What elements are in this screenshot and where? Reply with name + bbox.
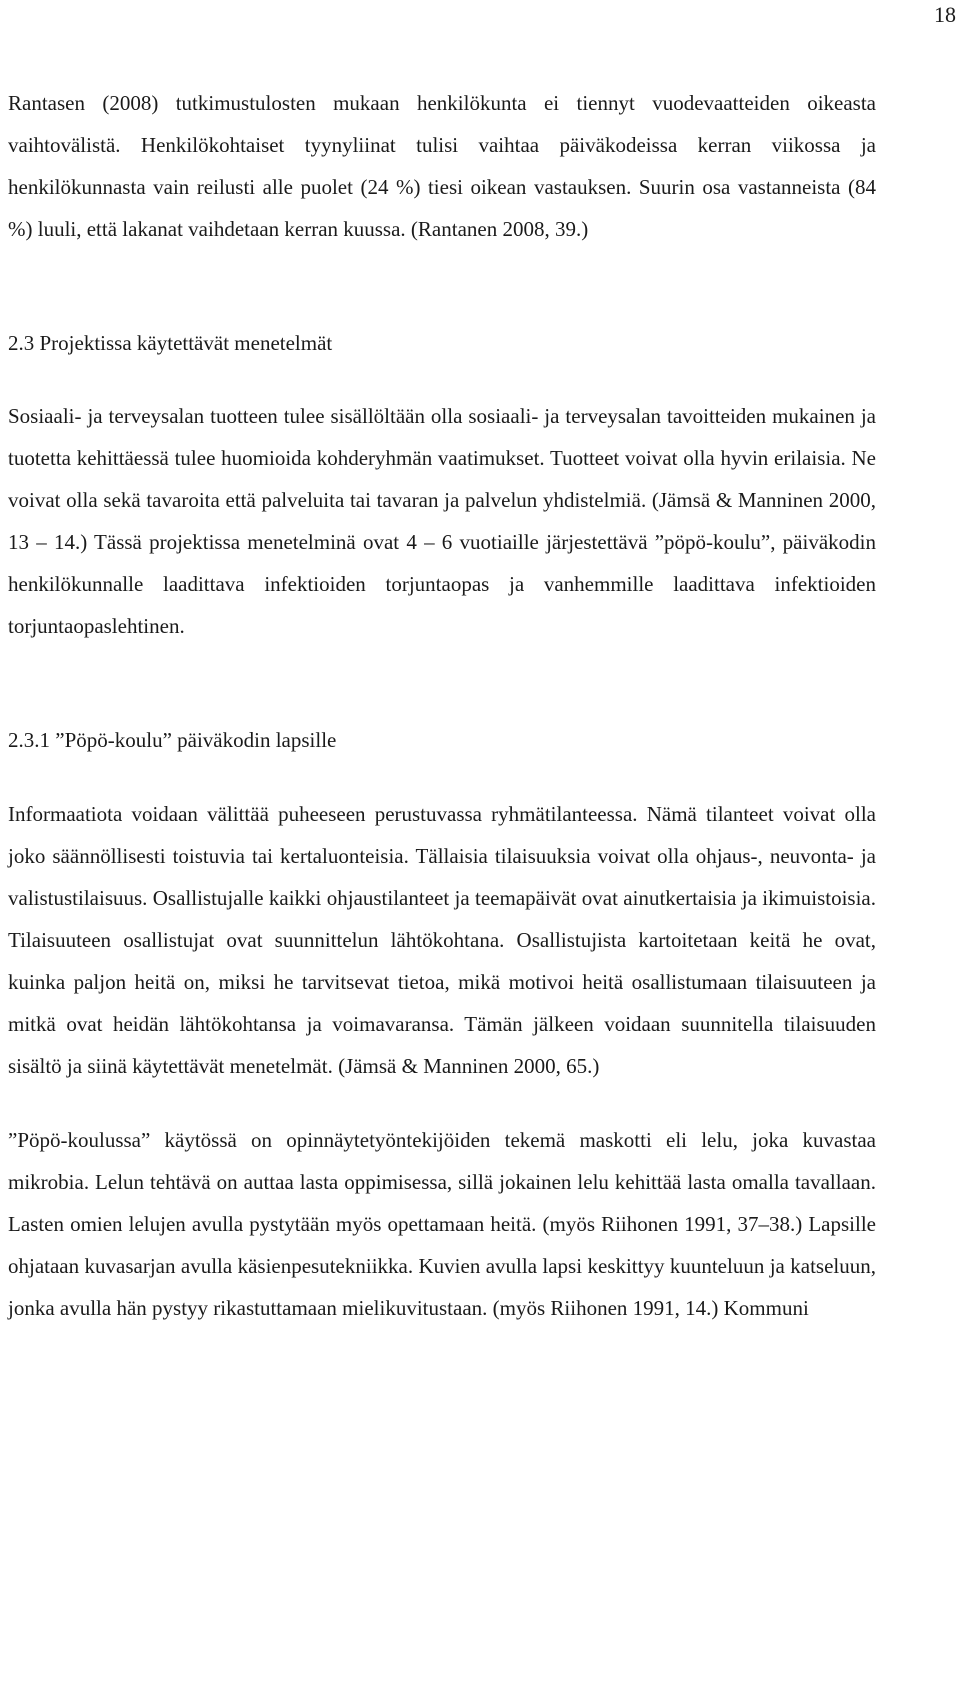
document-body bbox=[8, 82, 876, 1329]
subsection-heading: 2.3.1 ”Pöpö-koulu” päiväkodin lapsille bbox=[8, 728, 337, 752]
paragraph: ”Pöpö-koulussa” käytössä on opinnäytetyöntekijöiden tekemä maskotti eli lelu, joka kuvastaa mikrobia. Lelun tehtävä on auttaa lasta oppimisessa, sillä jokainen lelu kehittää lasta omalla tavallaan. Lasten omien lelujen avulla pystytään myös opettamaan heitä. (myös Riihonen 1991, 37–38.) Lapsille ohjataan kuvasarjan avulla käsienpesutekniikka. Kuvien avulla lapsi keskittyy kuunteluun ja katseluun, jonka avulla hän pystyy rikastuttamaan mielikuvitustaan. (myös Riihonen 1991, 14.) Kommuni bbox=[8, 1128, 876, 1320]
paragraph: Sosiaali- ja terveysalan tuotteen tulee sisällöltään olla sosiaali- ja terveysalan tavoitteiden mukainen ja tuotetta kehittäessä tulee huomioida kohderyhmän vaatimukset. Tuotteet voivat olla hyvin erilaisia. Ne voivat olla sekä tavaroita että palveluita tai tavaran ja palvelun yhdistelmiä. (Jämsä & Manninen 2000, 13 – 14.) Tässä projektissa menetelminä ovat 4 – 6 vuotiaille järjestettävä ”pöpö-koulu”, päiväkodin henkilökunnalle laadittava infektioiden torjuntaopas ja vanhemmille laadittava infektioiden torjuntaopaslehtinen. bbox=[8, 404, 876, 638]
page-number: 18 bbox=[934, 2, 956, 27]
section-heading: 2.3 Projektissa käytettävät menetelmät bbox=[8, 331, 333, 355]
paragraph: Informaatiota voidaan välittää puheeseen perustuvassa ryhmätilanteessa. Nämä tilanteet voivat olla joko säännöllisesti toistuvia tai kertaluonteisia. Tällaisia tilaisuuksia voivat olla ohjaus-, neuvonta- ja valistustilaisuus. Osallistujalle kaikki ohjaustilanteet ja teemapäivät ovat ainutkertaisia ja ikimuistoisia. Tilaisuuteen osallistujat ovat suunnittelun lähtökohtana. Osallistujista kartoitetaan keitä he ovat, kuinka paljon heitä on, miksi he tarvitsevat tietoa, mikä motivoi heitä osallistumaan tilaisuuteen ja mitkä ovat heidän lähtökohtansa ja voimavaransa. Tämän jälkeen voidaan suunnitella tilaisuuden sisältö ja siinä käytettävät menetelmät. (Jämsä & Manninen 2000, 65.) bbox=[8, 802, 876, 1078]
paragraph: Rantasen (2008) tutkimustulosten mukaan henkilökunta ei tiennyt vuodevaatteiden oikeasta vaihtovälistä. Henkilökohtaiset tyynyliinat tulisi vaihtaa päiväkodeissa kerran viikossa ja henkilökunnasta vain reilusti alle puolet (24 %) tiesi oikean vastauksen. Suurin osa vastanneista (84 %) luuli, että lakanat vaihdetaan kerran kuussa. (Rantanen 2008, 39.) bbox=[8, 91, 876, 241]
